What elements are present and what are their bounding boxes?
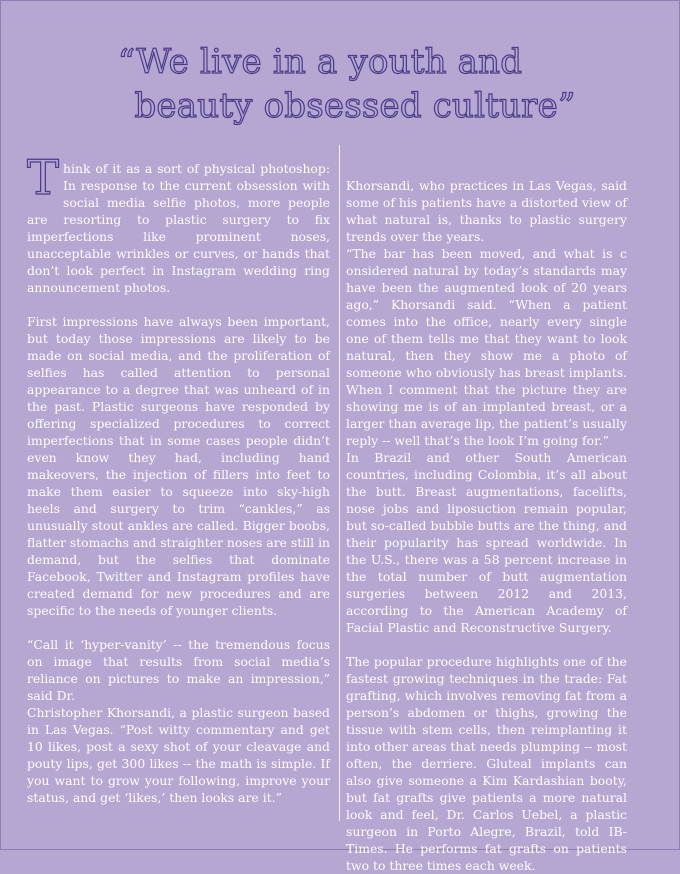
left-paragraph-1 (27, 150, 330, 296)
left-paragraph-4: Christopher Khorsandi, a plastic surgeon based in Las Vegas. “Post witty commentary and get 10 likes, post a sexy shot of your cleavage and pouty lips, get 300 likes -- the math is simple. If you want to grow your following, improve your status, and get ‘likes,’ then looks are it.” (27, 705, 330, 805)
left-paragraph-2: First impressions have always been important, but today those impressions are likely to be made on social media, and the proliferation of selfies has called attention to personal appearance to a degree that was unheard of in the past. Plastic surgeons have responded by offering specialized procedures to correct imperfections that in some cases people didn’t even know they had, including hand makeovers, the injection of fillers into feet to make them easier to squeeze into sky-high heels and surgery to trim “cankles,” as unusually stout ankles are called. Bigger boobs, flatter stomachs and straighter noses are still in demand, but the selfies that dominate Facebook, Twitter and Instagram profiles have created demand for new procedures and are specific to the needs of younger clients. (27, 314, 331, 618)
pull-quote-headline (0, 40, 680, 128)
column-divider (339, 145, 340, 821)
right-column (346, 177, 627, 874)
right-paragraph-2: “The bar has been moved, and what is c onsidered natural by today’s standards may have been the augmented look of 20 years ago,” Khorsandi said. “When a patient comes into the office, nearly every single one of them tells me that they want to look natural, then they show me a photo of someone who obviously has breast implants. When I comment that the picture they are showing me is of an implanted breast, or a larger than average lip, the patient’s usually reply -- well that’s the look I’m going for.” (346, 246, 627, 448)
drop-cap: T (27, 150, 60, 206)
headline-line-2: beauty obsessed culture” (134, 86, 576, 126)
right-paragraph-4: The popular procedure highlights one of the fastest growing techniques in the trade: Fat grafting, which involves removing fat from a person’s abdomen or thighs, growing the tissue with stem cells, then reimplanting it into other areas that needs plumping -- most often, the derriere. Gluteal implants can also give someone a Kim Kardashian booty, but fat grafts give patients a more natural look and feel, Dr. Carlos Uebel, a plastic surgeon in Porto Alegre, Brazil, told IB-Times. He performs fat grafts on patients two to three times each week. (346, 654, 627, 873)
headline-line-1: “We live in a youth and (117, 42, 523, 82)
left-column (27, 150, 331, 806)
left-paragraph-3: “Call it ‘hyper-vanity’ -- the tremendous focus on image that results from social media’s reliance on pictures to make an impression,” said Dr. (27, 637, 330, 703)
left-paragraph-1-text: hink of it as a sort of physical photoshop: In response to the current obsession with social media selfie photos, more people are resorting to plastic surgery to fix imperfections like prominent noses, unacceptable wrinkles or curves, or hands that don’t look perfect in Instagram wedding ring announcement photos. (27, 161, 330, 295)
right-paragraph-1: Khorsandi, who practices in Las Vegas, said some of his patients have a distorted view of what natural is, thanks to plastic surgery trends over the years. (346, 178, 627, 244)
right-paragraph-3: In Brazil and other South American countries, including Colombia, it’s all about the butt. Breast augmentations, facelifts, nose jobs and liposuction remain popular, but so-called bubble butts are the thing, and their popularity has spread worldwide. In the U.S., there was a 58 percent increase in the total number of butt augmentation surgeries between 2012 and 2013, according to the American Academy of Facial Plastic and Reconstructive Surgery. (346, 450, 627, 635)
